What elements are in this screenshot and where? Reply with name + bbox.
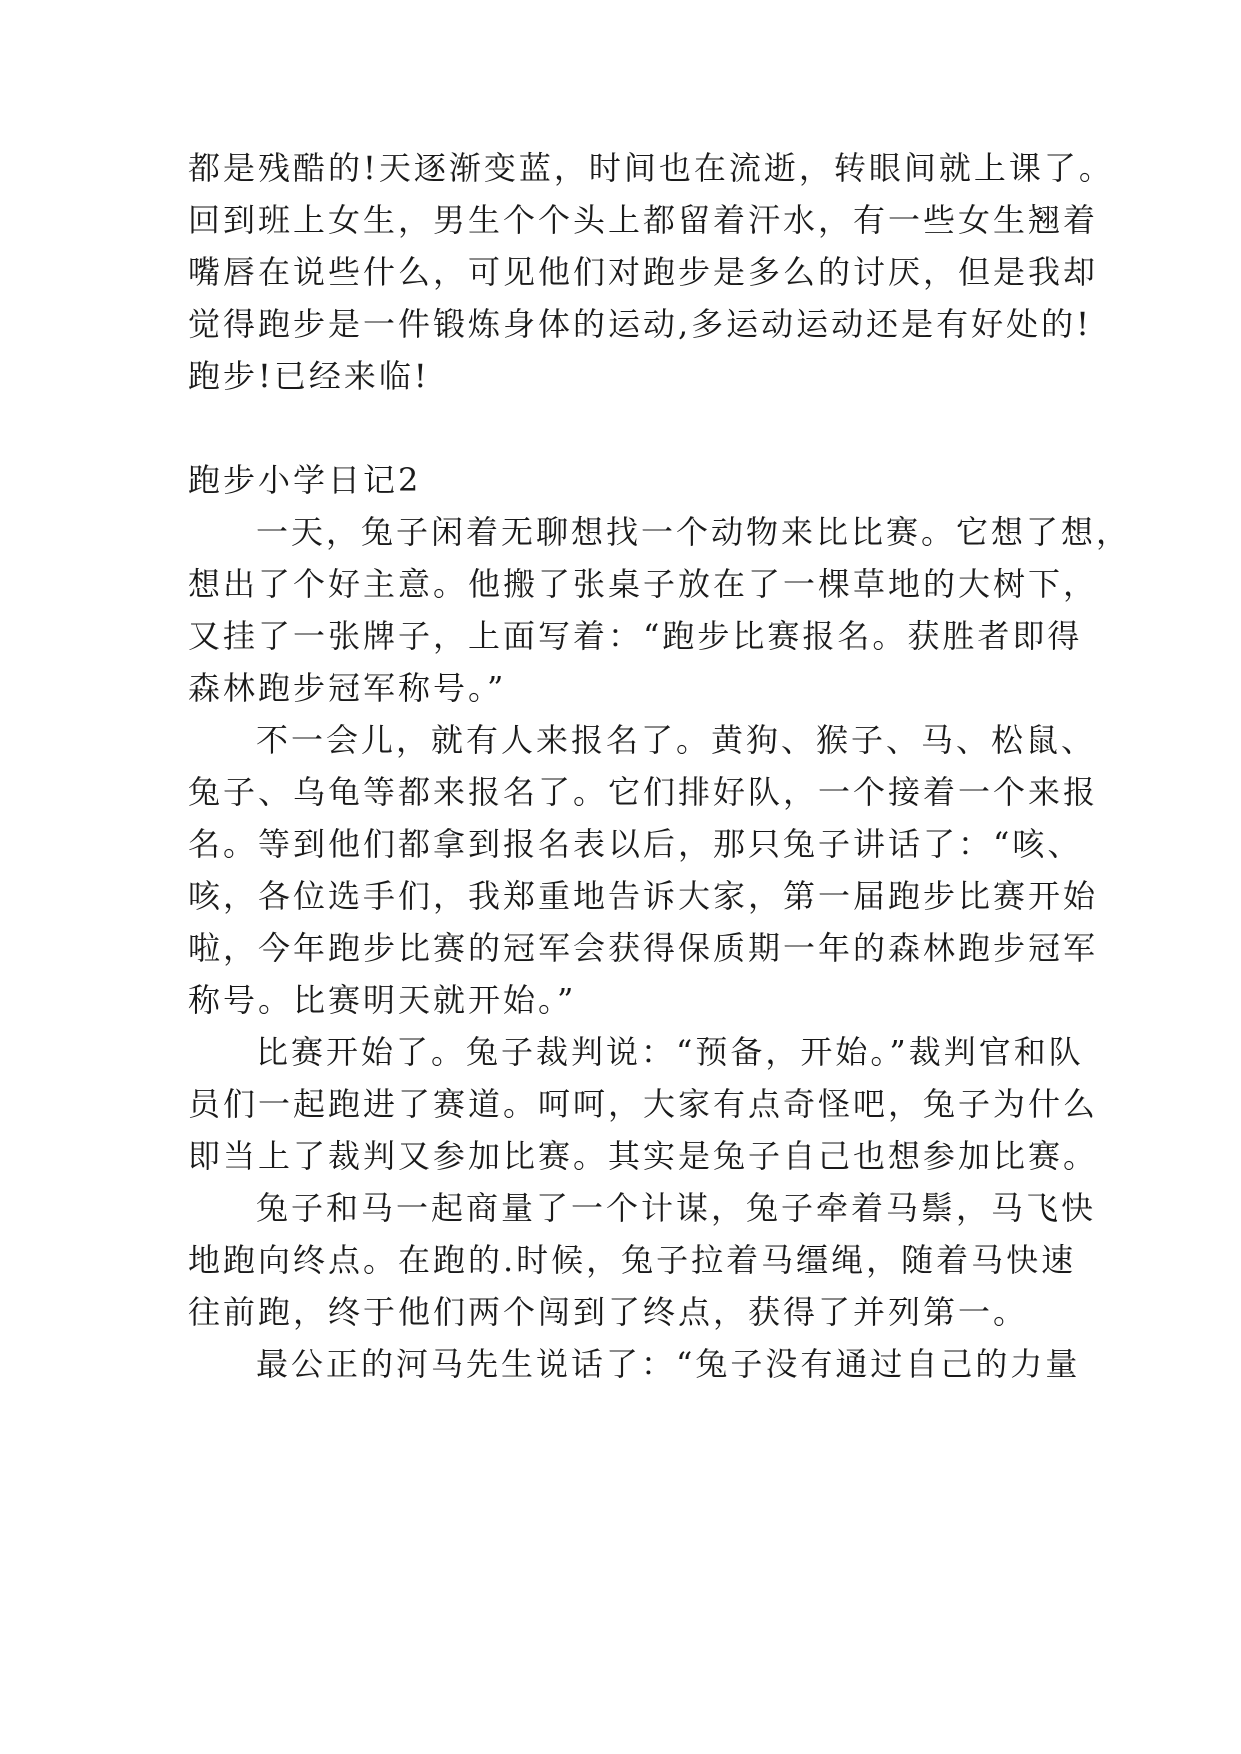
paragraph-line: 又挂了一张牌子，上面写着：“跑步比赛报名。获胜者即得 (188, 617, 1083, 655)
paragraph-line: 森林跑步冠军称号。” (188, 669, 507, 707)
paragraph-line: 地跑向终点。在跑的.时候，兔子拉着马缰绳，随着马快速 (188, 1241, 1077, 1279)
intro-line: 跑步!已经来临! (188, 357, 430, 395)
paragraph-line: 即当上了裁判又参加比赛。其实是兔子自己也想参加比赛。 (188, 1137, 1099, 1175)
paragraph-line: 兔子、乌龟等都来报名了。它们排好队，一个接着一个来报 (188, 773, 1099, 811)
intro-line: 都是残酷的!天逐渐变蓝，时间也在流逝，转眼间就上课了。 (188, 149, 1114, 187)
paragraph-line: 不一会儿，就有人来报名了。黄狗、猴子、马、松鼠、 (256, 721, 1097, 759)
paragraph-line: 比赛开始了。兔子裁判说：“预备，开始。”裁判官和队 (256, 1033, 1084, 1071)
paragraph-line: 称号。比赛明天就开始。” (188, 981, 577, 1019)
paragraph-line: 往前跑，终于他们两个闯到了终点，获得了并列第一。 (188, 1293, 1029, 1331)
paragraph-line: 最公正的河马先生说话了：“兔子没有通过自己的力量 (256, 1345, 1081, 1383)
paragraph-line: 一天，兔子闲着无聊想找一个动物来比比赛。它想了想， (256, 513, 1132, 551)
paragraph-line: 啦，今年跑步比赛的冠军会获得保质期一年的森林跑步冠军 (188, 929, 1099, 967)
paragraph-line: 兔子和马一起商量了一个计谋，兔子牵着马鬃，马飞快 (256, 1189, 1097, 1227)
paragraph-line: 员们一起跑进了赛道。呵呵，大家有点奇怪吧，兔子为什么 (188, 1085, 1099, 1123)
section-heading: 跑步小学日记2 (188, 461, 422, 499)
paragraph-line: 名。等到他们都拿到报名表以后，那只兔子讲话了：“咳、 (188, 825, 1083, 863)
intro-line: 回到班上女生，男生个个头上都留着汗水，有一些女生翘着 (188, 201, 1099, 239)
intro-line: 嘴唇在说些什么，可见他们对跑步是多么的讨厌，但是我却 (188, 253, 1099, 291)
intro-line: 觉得跑步是一件锻炼身体的运动,多运动运动还是有好处的! (188, 305, 1093, 343)
paragraph-line: 咳，各位选手们，我郑重地告诉大家，第一届跑步比赛开始 (188, 877, 1099, 915)
paragraph-line: 想出了个好主意。他搬了张桌子放在了一棵草地的大树下， (188, 565, 1099, 603)
